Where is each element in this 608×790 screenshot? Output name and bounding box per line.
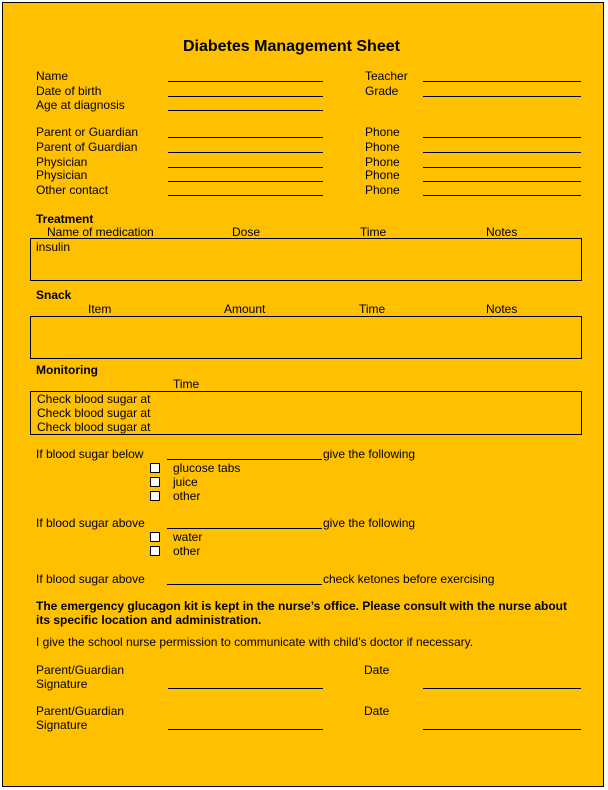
below-label: If blood sugar below (36, 447, 144, 461)
phone-field[interactable] (423, 167, 581, 168)
dob-label: Date of birth (36, 84, 102, 98)
snack-heading: Snack (36, 288, 72, 302)
permission-statement: I give the school nurse permission to communicate with child’s doctor if necessary. (36, 635, 474, 649)
signature-field-2[interactable] (168, 729, 323, 730)
treatment-col-notes: Notes (486, 225, 518, 239)
contact-field[interactable] (168, 152, 323, 153)
water-checkbox[interactable] (150, 532, 160, 542)
monitoring-row: Check blood sugar at (37, 406, 151, 420)
phone-label: Phone (365, 140, 400, 154)
above-label: If blood sugar above (36, 516, 145, 530)
contact-field[interactable] (168, 181, 323, 182)
age-at-diagnosis-field[interactable] (168, 110, 323, 111)
contact-label: Physician (36, 155, 88, 169)
below-suffix: give the following (323, 447, 416, 461)
contact-label: Parent of Guardian (36, 140, 138, 154)
contact-label: Parent or Guardian (36, 125, 139, 139)
below-other-checkbox[interactable] (150, 491, 160, 501)
snack-col-amount: Amount (224, 302, 266, 316)
signature-label-1b: Signature (36, 677, 88, 691)
phone-field[interactable] (423, 152, 581, 153)
water-label: water (173, 530, 203, 544)
teacher-field[interactable] (423, 81, 581, 82)
form-title: Diabetes Management Sheet (183, 38, 400, 55)
ketones-threshold-field[interactable] (167, 584, 322, 585)
treatment-col-time: Time (360, 225, 387, 239)
above-other-label: other (173, 544, 201, 558)
monitoring-heading: Monitoring (36, 363, 98, 377)
phone-label: Phone (365, 155, 400, 169)
monitoring-row: Check blood sugar at (37, 392, 151, 406)
treatment-col-medication: Name of medication (47, 225, 154, 239)
name-label: Name (36, 69, 69, 83)
phone-label: Phone (365, 168, 400, 182)
contact-label: Other contact (36, 183, 109, 197)
medication-entry: insulin (36, 240, 71, 254)
teacher-label: Teacher (365, 69, 408, 83)
signature-label-2a: Parent/Guardian (36, 704, 125, 718)
date-field-2[interactable] (423, 729, 581, 730)
dob-field[interactable] (168, 96, 323, 97)
age-at-diagnosis-label: Age at diagnosis (36, 98, 125, 112)
signature-label-2b: Signature (36, 718, 88, 732)
glucose-tabs-label: glucose tabs (173, 461, 241, 475)
glucagon-note-line1: The emergency glucagon kit is kept in the nurse’s office. Please consult with the nurse about (36, 599, 568, 613)
phone-field[interactable] (423, 181, 581, 182)
diabetes-management-form (2, 2, 604, 787)
treatment-heading: Treatment (36, 212, 94, 226)
contact-label: Physician (36, 168, 88, 182)
name-field[interactable] (168, 81, 323, 82)
glucose-tabs-checkbox[interactable] (150, 463, 160, 473)
date-field-1[interactable] (423, 688, 581, 689)
grade-field[interactable] (423, 96, 581, 97)
juice-checkbox[interactable] (150, 477, 160, 487)
snack-entry-box[interactable] (30, 316, 582, 359)
contact-field[interactable] (168, 167, 323, 168)
above-suffix: give the following (323, 516, 416, 530)
monitoring-time-label: Time (173, 377, 200, 391)
contact-field[interactable] (168, 195, 323, 196)
snack-col-item: Item (88, 302, 112, 316)
below-threshold-field[interactable] (167, 459, 322, 460)
ketones-suffix: check ketones before exercising (323, 572, 495, 586)
phone-field[interactable] (423, 195, 581, 196)
snack-col-notes: Notes (486, 302, 518, 316)
below-other-label: other (173, 489, 201, 503)
above-other-checkbox[interactable] (150, 546, 160, 556)
signature-field-1[interactable] (168, 688, 323, 689)
grade-label: Grade (365, 84, 399, 98)
monitoring-row: Check blood sugar at (37, 420, 151, 434)
ketones-label: If blood sugar above (36, 572, 145, 586)
contact-field[interactable] (168, 137, 323, 138)
treatment-col-dose: Dose (232, 225, 261, 239)
signature-label-1a: Parent/Guardian (36, 663, 125, 677)
treatment-entry-box[interactable] (30, 238, 582, 281)
above-threshold-field[interactable] (167, 528, 322, 529)
date-label-1: Date (364, 663, 390, 677)
juice-label: juice (173, 475, 198, 489)
phone-label: Phone (365, 183, 400, 197)
snack-col-time: Time (359, 302, 386, 316)
glucagon-note-line2: its specific location and administration. (36, 613, 262, 627)
phone-label: Phone (365, 125, 400, 139)
phone-field[interactable] (423, 137, 581, 138)
date-label-2: Date (364, 704, 390, 718)
